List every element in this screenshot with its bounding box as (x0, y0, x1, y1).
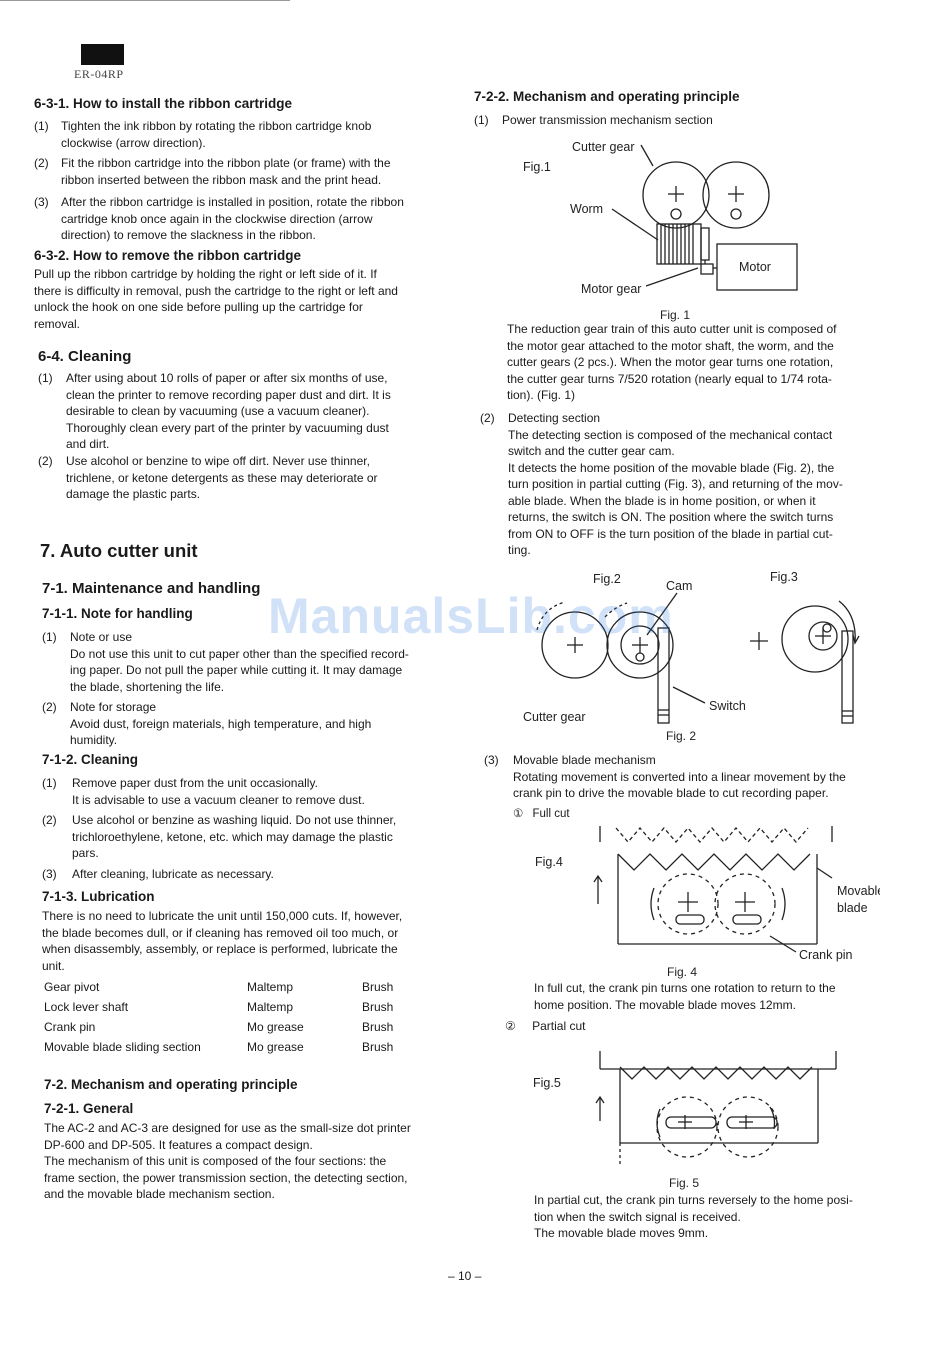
heading-7: 7. Auto cutter unit (40, 540, 198, 561)
full-cut-diagram (530, 818, 880, 983)
motor-label: Motor (739, 260, 771, 274)
table-row: Movable blade sliding section Mo grease Brush (44, 1040, 394, 1054)
paragraph: The AC-2 and AC-3 are designed for use as the small-size dot printer DP-600 and DP-505. It features a compact design. The mechanism of this unit is composed of the four sections: the frame section, the power transmission section, the detecting section, and the movable blade mechanism section. (44, 1121, 411, 1201)
table-row: Gear pivot Maltemp Brush (44, 980, 394, 994)
heading-6-3-1: 6-3-1. How to install the ribbon cartridge (34, 96, 293, 111)
heading-7-1-1: 7-1-1. Note for handling (42, 606, 193, 621)
fig4-caption: Fig. 4 (667, 965, 698, 979)
cutter-gear-label: Cutter gear (523, 710, 586, 724)
model-label: ER-04RP (74, 67, 124, 81)
cutter-gear-label: Cutter gear (572, 140, 635, 154)
figure-5 (530, 1045, 880, 1195)
figure-1 (520, 136, 820, 336)
paragraph: The reduction gear train of this auto cutter unit is composed of the motor gear attached to the motor shaft, the worm, and the cutter gears (2 pcs.). When the motor gear turns one rotation, the cutter gear turns 7/520 rotation (nearly equal to 1/74 rota- tion). (Fig. 1) (507, 322, 837, 402)
worm-label: Worm (570, 202, 604, 216)
table-row: Lock lever shaft Maltemp Brush (44, 1000, 394, 1014)
heading-7-2: 7-2. Mechanism and operating principle (44, 1077, 298, 1092)
top-rule (0, 0, 290, 1)
list-item: (1) Power transmission mechanism section (474, 113, 713, 127)
heading-6-4: 6-4. Cleaning (38, 348, 132, 365)
movable-label: Movable (837, 884, 880, 898)
heading-7-1-3: 7-1-3. Lubrication (42, 889, 155, 904)
switch-label: Switch (709, 699, 746, 713)
figure-4 (530, 818, 880, 983)
page-number: – 10 – (448, 1269, 482, 1283)
cam-label: Cam (666, 579, 693, 593)
fig2-caption: Fig. 2 (666, 729, 697, 743)
heading-7-2-2: 7-2-2. Mechanism and operating principle (474, 89, 740, 104)
crank-pin-label: Crank pin (799, 948, 853, 962)
fig5-caption: Fig. 5 (669, 1176, 700, 1190)
table-row: Crank pin Mo grease Brush (44, 1020, 394, 1034)
paragraph: There is no need to lubricate the unit until 150,000 cuts. If, however, the blade becomes dull, or if cleaning has removed oil too much, or when disassembly, assembly, or replace is performed, lubricate the unit. (42, 909, 403, 973)
paragraph: In partial cut, the crank pin turns reversely to the home posi- tion when the switch signal is received. The movable blade moves 9mm. (534, 1193, 853, 1240)
partial-cut-label: ② Partial cut (505, 1019, 586, 1033)
blade-label: blade (837, 901, 868, 915)
fig5-label: Fig.5 (533, 1076, 561, 1090)
fig2-label: Fig.2 (593, 572, 621, 586)
partial-cut-diagram (530, 1045, 880, 1195)
motor-gear-label: Motor gear (581, 282, 642, 296)
heading-6-3-2: 6-3-2. How to remove the ribbon cartridge (34, 248, 302, 263)
heading-7-1: 7-1. Maintenance and handling (42, 580, 261, 597)
heading-7-1-2: 7-1-2. Cleaning (42, 752, 139, 767)
brand-logo (81, 44, 124, 65)
fig1-label: Fig.1 (523, 160, 551, 174)
gear-train-diagram (520, 136, 820, 336)
heading-7-2-1: 7-2-1. General (44, 1101, 134, 1116)
paragraph: In full cut, the crank pin turns one rotation to return to the home position. The movable blade moves 12mm. (534, 981, 836, 1012)
fig1-caption: Fig. 1 (660, 308, 691, 322)
watermark: ManualsLib.com (268, 588, 674, 644)
lubrication-table (44, 980, 393, 1060)
fig4-label: Fig.4 (535, 855, 563, 869)
full-cut-label: ① Full cut (513, 808, 570, 820)
fig3-label: Fig.3 (770, 570, 798, 584)
paragraph: Pull up the ribbon cartridge by holding the right or left side of it. If there is difficulty in removal, push the cartridge to the right or left and unlock the hook on one side before pulling up the cartridge for removal. (34, 267, 398, 331)
